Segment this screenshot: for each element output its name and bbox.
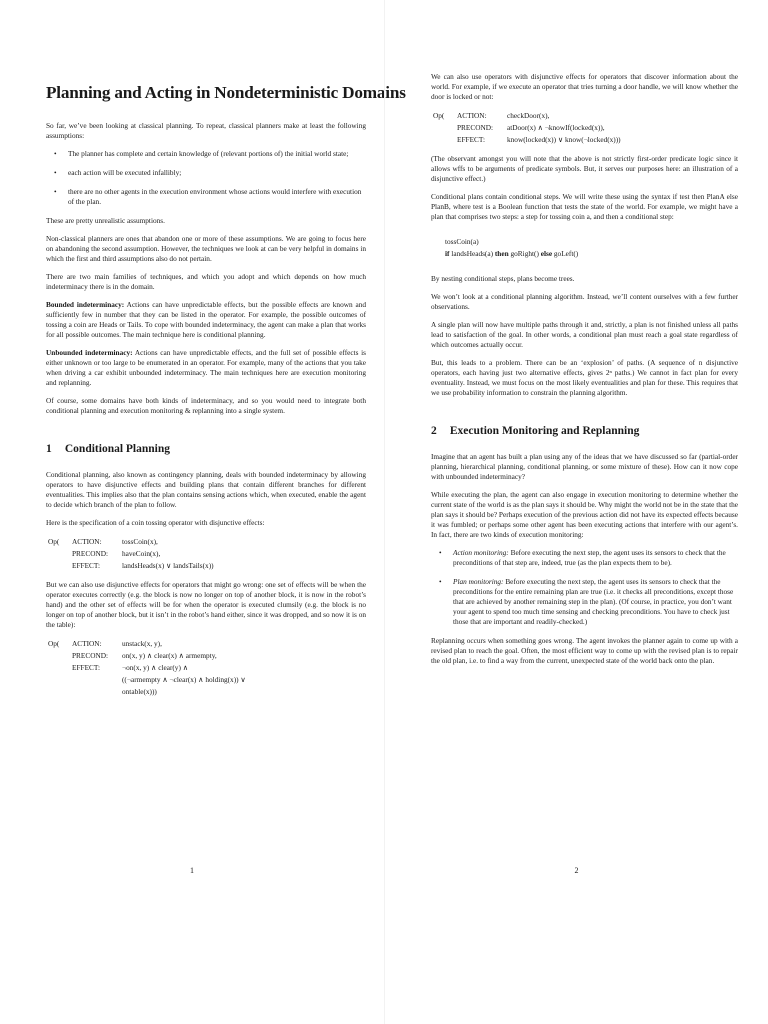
list-item: • Plan monitoring: Before executing the next step, the agent uses its sensors to check that the preconditions for the entire remaining plan are true (i.e. it checks all preconditions, except those that are achieved by another remaining step in the plan). (Of course, in practice, you don’t want your agent to spend too much time sensing and checking preconditions. You have to check just those that are important and readily-checked.): [439, 577, 734, 626]
bullet-icon: •: [54, 187, 57, 196]
list-item: • there are no other agents in the execution environment whose actions would interfere with execution of the plan.: [54, 187, 362, 206]
bullet-icon: •: [54, 149, 57, 158]
conditional-plan-example: [445, 236, 738, 260]
intro-paragraph: So far, we’ve been looking at classical planning. To repeat, classical planners make at least the following assumptions:: [46, 121, 366, 140]
nonclassical-paragraph: Non-classical planners are ones that abandon one or more of these assumptions. We are going to focus here on abandoning the second assumption. However, the techniques we look at can be very helpful in domains in which the first and third assumptions also do not pertain.: [46, 234, 366, 263]
page-number: 1: [190, 866, 194, 875]
section-heading: [431, 424, 738, 438]
bullet-icon: •: [439, 548, 442, 557]
section-number: 1: [46, 443, 52, 455]
assumptions-list: [46, 149, 366, 207]
section-title: Conditional Planning: [64, 443, 171, 455]
conditional-plans-paragraph: Conditional plans contain conditional steps. We will write these using the syntax if test then PlanA else PlanB, where test is a Boolean function that tests the state of the world. For example, we might have a plan that comprises two steps: a step for tossing coin a, and then a conditional step:: [431, 192, 738, 221]
plan-step: tossCoin(a): [445, 237, 479, 246]
bounded-definition: [46, 300, 366, 340]
operator-spec-tosscoin: Op( ACTION: tossCoin(x), PRECOND: haveCoin(x), EFFECT: landsHeads(x) ∨ landsTails(x)): [48, 537, 214, 570]
list-item: • each action will be executed infallibly;: [54, 168, 182, 177]
definition-term: Unbounded indeterminacy:: [46, 348, 133, 357]
operator-spec-unstack: Op( ACTION: unstack(x, y), PRECOND: on(x, y) ∧ clear(x) ∧ armempty, EFFECT: ¬on(x, y) ∧ clear(y) ∧ ((¬armempty ∧ ¬clear(x) ∧ holding(x)) ∨ ontable(x))): [48, 639, 246, 696]
document-title: Planning and Acting in Nondeterministic Domains: [46, 83, 406, 102]
section-title: Execution Monitoring and Replanning: [449, 425, 640, 437]
definition-body: Actions can have unpredictable effects, and the full set of possible effects is either unknown or too large to be enumerated in an operator. For example, many of the actions that you take when driving a car exhibit unbounded indeterminacy. The main techniques here are execution monitoring and replanning.: [46, 348, 367, 387]
operator-spec-checkdoor: Op( ACTION: checkDoor(x), PRECOND: atDoor(x) ∧ ¬knowIf(locked(x)), EFFECT: know(locked(x)) ∨ know(¬locked(x))): [433, 111, 621, 144]
unrealistic-paragraph: These are pretty unrealistic assumptions.: [46, 216, 165, 225]
observant-paragraph: (The observant amongst you will note that the above is not strictly first-order predicate logic since it allows wffs to be arguments of predicate symbols. But, it serves our purposes here: an illustration of a disjunctive effect.): [431, 154, 738, 183]
replanning-paragraph: Replanning occurs when something goes wrong. The agent invokes the planner again to come up with a revised plan to reach the goal. Often, the most efficient way to come up with the revised plan is to repair the old plan, i.e. to find a way from the current, unexpected state of the world back onto the plan.: [431, 636, 738, 665]
bullet-icon: •: [54, 168, 57, 177]
section-number: 2: [431, 425, 437, 437]
single-plan-paragraph: A single plan will now have multiple paths through it and, strictly, a plan is not finished unless all paths lead to satisfaction of the goal. In other words, a conditional plan must reach a goal state regardless of which outcomes actually occur.: [431, 320, 738, 349]
explosion-paragraph: But, this leads to a problem. There can be an ‘explosion’ of paths. (A sequence of n disjunctive operators, each having just two alternative effects, gives 2ⁿ paths.) We cannot in fact plan for every eventuality. Instead, we must focus on the most likely eventualities and plan for these. This requires that we use probability information to constrain the planning algorithm.: [431, 358, 738, 397]
conditional-planning-paragraph: Conditional planning, also known as contingency planning, deals with bounded indeterminacy by allowing operators to have disjunctive effects and building plans that contain different branches for different eventualities. This implies also that the plan contains sensing actions which, when executed, enable the agent to decide which branch of the plan to follow.: [46, 470, 366, 509]
bullet-icon: •: [439, 577, 442, 586]
plan-conditional-step: if landsHeads(a) then goRight() else goLeft(): [445, 249, 579, 258]
list-item: • Action monitoring: Before executing the next step, the agent uses its sensors to check that the preconditions of that step are, indeed, true (as the plan expects them to be).: [439, 548, 726, 567]
section-heading: [46, 442, 366, 456]
of-course-paragraph: Of course, some domains have both kinds of indeterminacy, and so you would need to integrate both conditional planning and execution monitoring & replanning into a single system.: [46, 396, 366, 415]
page-2: [384, 0, 768, 1024]
definition-term: Bounded indeterminacy:: [46, 300, 125, 309]
definition-body: Actions can have unpredictable effects, but the possible effects are known and sufficiently few in number that they can be listed in the operator. For example, the possible outcomes of tossing a coin are Heads or Tails. To cope with bounded indeterminacy, the agent can make a plan that works for all possible outcomes. The main technique here is conditional planning.: [46, 300, 366, 339]
nesting-paragraph: By nesting conditional steps, plans become trees.: [431, 274, 575, 283]
while-executing-paragraph: While executing the plan, the agent can also engage in execution monitoring to determine whether the current state of the world is as the plan says it should be. Why might the world not be in the state that the plan says it should be? Perhaps execution of the previous action did not have its expected effects because it was fumbled; or perhaps some other agent has been executing actions that interfere with our agent’s. In fact, there are two kinds of execution monitoring:: [431, 490, 738, 539]
page-number: 2: [574, 866, 579, 875]
wont-look-paragraph: We won’t look at a conditional planning algorithm. Instead, we’ll content ourselves with a few further observations.: [431, 292, 738, 311]
list-item: • The planner has complete and certain knowledge of (relevant portions of) the initial world state;: [54, 149, 349, 158]
sensing-intro-paragraph: We can also use operators with disjunctive effects for operators that discover information about the world. For example, if we execute an operator that tries turning a door handle, we will know whether the door is locked or not:: [431, 72, 738, 101]
families-paragraph: There are two main families of techniques, and which you adopt and which depends on how much indeterminacy there is in the domain.: [46, 272, 366, 291]
go-wrong-paragraph: But we can also use disjunctive effects for operators that might go wrong: one set of effects will be when the operator executes correctly (e.g. the block is now no longer on top of another block, it is now in the robot’s hand) and the other set of effects will be for when the operator is executed clumsily (e.g. the block is no longer on top of another block, but it isn’t in the robot’s hand either, since it was dropped, and so now it is on the table):: [46, 580, 366, 629]
imagine-paragraph: Imagine that an agent has built a plan using any of the ideas that we have discussed so far (partial-order planning, hierarchical planning, conditional planning, or some mixture of these). How can it now cope with unbounded indeterminacy?: [431, 452, 738, 481]
spec-intro-paragraph: Here is the specification of a coin tossing operator with disjunctive effects:: [46, 518, 265, 527]
monitoring-list: [431, 548, 738, 627]
unbounded-definition: [46, 348, 366, 388]
